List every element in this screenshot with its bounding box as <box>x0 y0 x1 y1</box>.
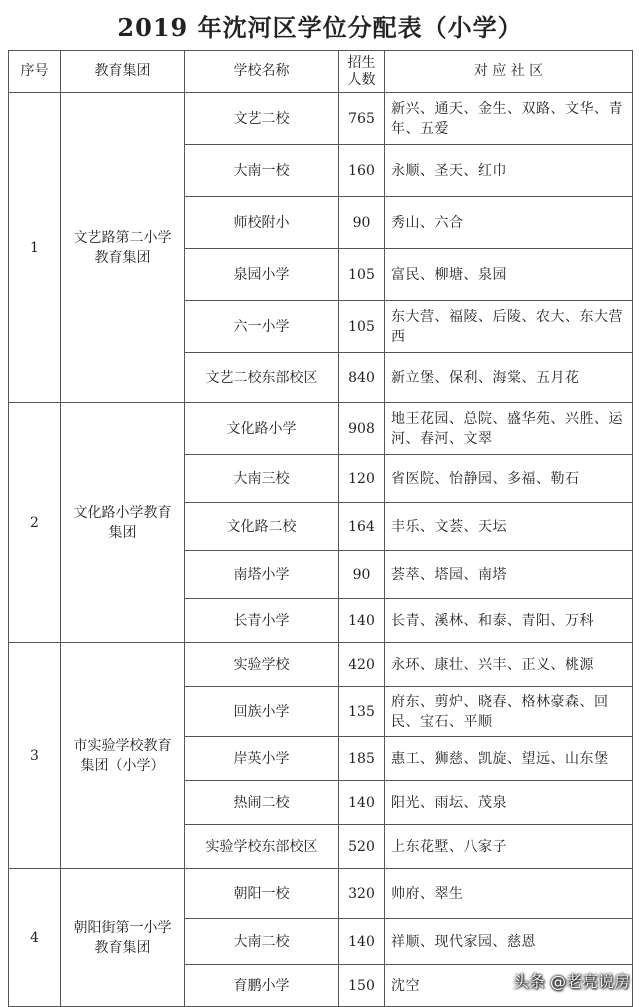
school-name: 回族小学 <box>185 687 339 737</box>
group-name: 市实验学校教育集团（小学） <box>61 643 185 869</box>
group-seq: 3 <box>9 643 61 869</box>
school-name: 育鹏小学 <box>185 965 339 1007</box>
community-list: 秀山、六合 <box>385 197 633 249</box>
school-name: 文化路二校 <box>185 503 339 551</box>
community-list: 阳光、雨坛、茂泉 <box>385 781 633 825</box>
school-name: 岸英小学 <box>185 737 339 781</box>
table-row <box>9 403 633 455</box>
enroll-count: 90 <box>339 551 385 599</box>
table-row <box>9 643 633 687</box>
enroll-count: 520 <box>339 825 385 869</box>
enroll-count: 164 <box>339 503 385 551</box>
enroll-count: 908 <box>339 403 385 455</box>
community-list: 沈空 <box>385 965 633 1007</box>
enroll-count: 120 <box>339 455 385 503</box>
school-name: 文化路小学 <box>185 403 339 455</box>
enroll-count: 105 <box>339 249 385 301</box>
group-seq: 4 <box>9 869 61 1007</box>
allocation-table <box>8 50 633 1007</box>
school-name: 文艺二校 <box>185 93 339 145</box>
community-list: 永环、康壮、兴丰、正义、桃源 <box>385 643 633 687</box>
group-name: 朝阳街第一小学教育集团 <box>61 869 185 1007</box>
enroll-count: 90 <box>339 197 385 249</box>
enroll-count: 150 <box>339 965 385 1007</box>
page-title: 2019 年沈河区学位分配表（小学） <box>117 13 523 42</box>
enroll-count: 840 <box>339 353 385 403</box>
group-seq: 2 <box>9 403 61 643</box>
group-name: 文艺路第二小学教育集团 <box>61 93 185 403</box>
community-list: 东大营、福陵、后陵、农大、东大营西 <box>385 301 633 353</box>
school-name: 师校附小 <box>185 197 339 249</box>
school-name: 六一小学 <box>185 301 339 353</box>
school-name: 大南一校 <box>185 145 339 197</box>
community-list: 富民、柳塘、泉园 <box>385 249 633 301</box>
community-list: 长青、溪林、和泰、青阳、万科 <box>385 599 633 643</box>
enroll-count: 185 <box>339 737 385 781</box>
enroll-count: 160 <box>339 145 385 197</box>
school-name: 实验学校东部校区 <box>185 825 339 869</box>
school-name: 长青小学 <box>185 599 339 643</box>
school-name: 朝阳一校 <box>185 869 339 919</box>
enroll-count: 140 <box>339 599 385 643</box>
community-list: 上东花墅、八家子 <box>385 825 633 869</box>
header-group: 教育集团 <box>61 51 185 93</box>
header-community: 对 应 社 区 <box>385 51 633 93</box>
school-name: 实验学校 <box>185 643 339 687</box>
enroll-count: 135 <box>339 687 385 737</box>
enroll-count: 140 <box>339 919 385 965</box>
school-name: 泉园小学 <box>185 249 339 301</box>
community-list: 荟萃、塔园、南塔 <box>385 551 633 599</box>
school-name: 文艺二校东部校区 <box>185 353 339 403</box>
enroll-count: 420 <box>339 643 385 687</box>
school-name: 南塔小学 <box>185 551 339 599</box>
table-row <box>9 869 633 919</box>
enroll-count: 105 <box>339 301 385 353</box>
group-name: 文化路小学教育集团 <box>61 403 185 643</box>
group-seq: 1 <box>9 93 61 403</box>
header-school: 学校名称 <box>185 51 339 93</box>
school-name: 大南三校 <box>185 455 339 503</box>
watermark: 头条 @老亮说房 <box>512 972 630 991</box>
community-list: 永顺、圣天、红巾 <box>385 145 633 197</box>
community-list: 省医院、怡静园、多福、勒石 <box>385 455 633 503</box>
school-name: 热闹二校 <box>185 781 339 825</box>
table-row <box>9 93 633 145</box>
community-list: 府东、剪炉、晓春、格林豪森、回民、宝石、平顺 <box>385 687 633 737</box>
community-list: 惠工、狮慈、凯旋、望远、山东堡 <box>385 737 633 781</box>
community-list: 地王花园、总院、盛华苑、兴胜、运河、春河、文翠 <box>385 403 633 455</box>
community-list: 新兴、通天、金生、双路、文华、青年、五爱 <box>385 93 633 145</box>
header-enroll: 招生人数 <box>339 51 385 93</box>
enroll-count: 765 <box>339 93 385 145</box>
community-list: 丰乐、文荟、天坛 <box>385 503 633 551</box>
header-seq: 序号 <box>9 51 61 93</box>
enroll-count: 320 <box>339 869 385 919</box>
community-list: 祥顺、现代家园、慈恩 <box>385 919 633 965</box>
community-list: 新立堡、保利、海棠、五月花 <box>385 353 633 403</box>
school-name: 大南二校 <box>185 919 339 965</box>
community-list: 帅府、翠生 <box>385 869 633 919</box>
enroll-count: 140 <box>339 781 385 825</box>
